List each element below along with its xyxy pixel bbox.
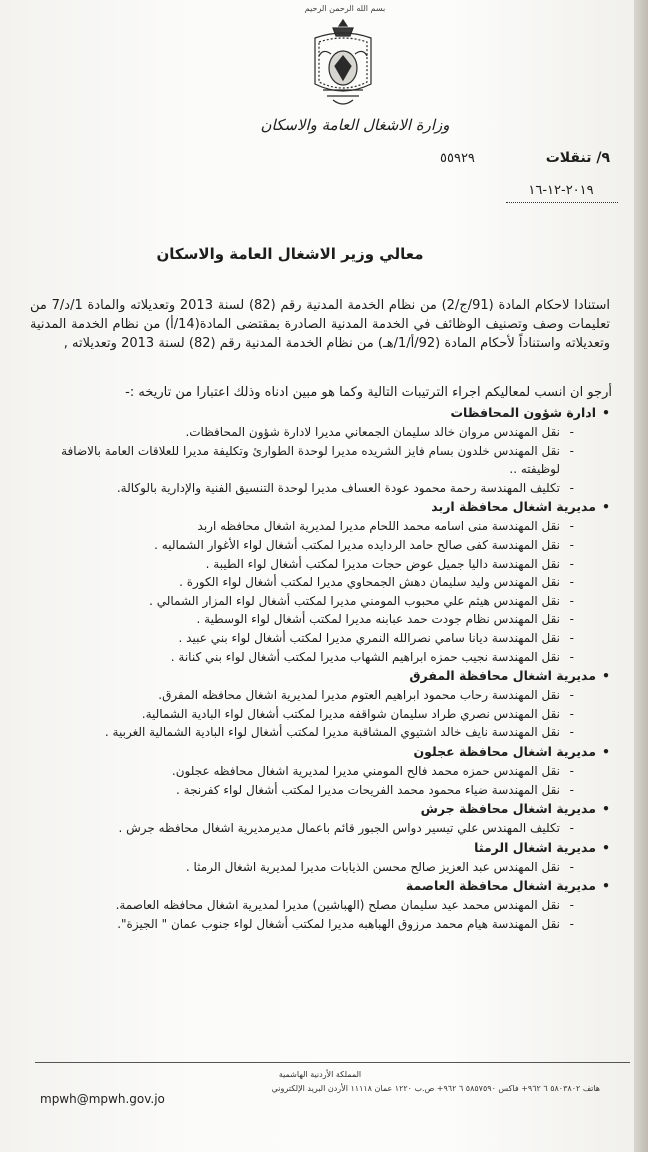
transfer-sections	[30, 403, 610, 933]
section-ramtha	[30, 838, 610, 877]
section-irbid	[30, 497, 610, 666]
list-item: - تكليف المهندسة رحمة محمود عودة العساف مديرا لوحدة التنسيق الفنية والإدارية بالوكالة.	[30, 479, 574, 498]
letterhead-top-text: بسم الله الرحمن الرحيم	[304, 4, 386, 13]
list-item: - نقل المهندسة داليا جميل عوض حجات مديرا لمكتب أشغال لواء الطيبة .	[30, 555, 574, 574]
footer-org: المملكة الأردنية الهاشمية	[278, 1070, 362, 1079]
section-title: • مديرية اشغال محافظة عجلون	[30, 742, 610, 762]
section-title: • مديرية اشغال الرمثا	[30, 838, 610, 858]
list-item: - نقل المهندسة هيام محمد مرزوق الهباهبه مديرا لمكتب أشغال لواء جنوب عمان " الجيزة".	[30, 915, 574, 934]
reference-label: ٩/ تنقلات	[545, 150, 610, 166]
list-item: - نقل المهندس عبد العزيز صالح محسن الذيابات مديرا لمديرية اشغال الرمثا .	[30, 858, 574, 877]
jordan-coat-of-arms-icon	[303, 16, 383, 112]
list-item: - نقل المهندسة منى اسامه محمد اللحام مديرا لمديرية اشغال محافظه اربد	[30, 517, 574, 536]
list-item: - نقل المهندس هيثم علي محبوب المومني مديرا لمكتب أشغال لواء المزار الشمالي .	[30, 592, 574, 611]
list-item: - نقل المهندس محمد عيد سليمان مصلح (الهباشين) مديرا لمديرية اشغال محافظه العاصمة.	[30, 896, 574, 915]
section-jerash	[30, 799, 610, 838]
list-item: - نقل المهندسة ضياء محمود محمد الفريحات مديرا لمكتب أشغال لواء كفرنجة .	[30, 781, 574, 800]
list-item: - نقل المهندس حمزه محمد فالح المومني مديرا لمديرية اشغال محافظه عجلون.	[30, 762, 574, 781]
list-item: - نقل المهندس مروان خالد سليمان الجمعاني مديرا لادارة شؤون المحافظات.	[30, 423, 574, 442]
list-item: - نقل المهندسة ديانا سامي نصرالله النمري مديرا لمكتب أشغال لواء بني عبيد .	[30, 629, 574, 648]
salutation: معالي وزير الاشغال العامة والاسكان	[156, 245, 424, 263]
page-edge	[634, 0, 648, 1152]
section-governorates-affairs	[30, 403, 610, 497]
section-title: • ادارة شؤون المحافظات	[30, 403, 610, 423]
section-title: • مديرية اشغال محافظة العاصمة	[30, 876, 610, 896]
reference-date: ٢٠١٩-١٢-١٦	[528, 183, 594, 198]
list-item: - نقل المهندس نظام جودت حمد عبابنه مديرا لمكتب أشغال لواء الوسطية .	[30, 610, 574, 629]
footer-contact: هاتف ٥٨٠٣٨٠٢ ٦ ٩٦٢+ فاكس ٥٨٥٧٥٩٠ ٦ ٩٦٢+ ص.ب ١٢٢٠ عمان ١١١١٨ الأردن البريد الإلكتروني	[271, 1084, 600, 1093]
reference-number: ٥٥٩٢٩	[440, 151, 475, 166]
list-item: - نقل المهندس خلدون بسام فايز الشريده مديرا لوحدة الطوارئ وتكليفة مديرا للعلاقات العامة بالاضافة لوظيفته ..	[30, 442, 574, 479]
list-item: - نقل المهندسة كفى صالح حامد الردايده مديرا لمكتب أشغال لواء الأغوار الشماليه .	[30, 536, 574, 555]
section-mafraq	[30, 666, 610, 742]
ministry-name: وزارة الاشغال العامة والاسكان	[260, 116, 450, 134]
section-capital	[30, 876, 610, 933]
intro-paragraph: استنادا لاحكام المادة (91/ج/2) من نظام الخدمة المدنية رقم (82) لسنة 2013 وتعديلاته والمادة 1/د/7 من تعليمات وصف وتصنيف الوظائف في الخدمة المدنية الصادرة بمقتضى المادة(14/أ) من نظام الخدمة المدنية وتعديلاته واستناداً لأحكام المادة (92/أ/1/هـ) من نظام الخدمة المدنية رقم (82) لسنة 2013 وتعديلاته ,	[30, 298, 611, 351]
list-item: - نقل المهندسة نايف خالد اشتيوي المشاقبة مديرا لمكتب أشغال لواء البادية الشمالية الغربية .	[30, 723, 574, 742]
request-line: أرجو ان انسب لمعاليكم اجراء الترتيبات التالية وكما هو مبين ادناه وذلك اعتبارا من تاريخه :-	[125, 385, 612, 400]
section-title: • مديرية اشغال محافظة المفرق	[30, 666, 610, 686]
section-title: • مديرية اشغال محافظة اربد	[30, 497, 610, 517]
section-title: • مديرية اشغال محافظة جرش	[30, 799, 610, 819]
list-item: - نقل المهندس نصري طراد سليمان شواقفه مديرا لمكتب أشغال لواء البادية الشمالية.	[30, 705, 574, 724]
section-ajloun	[30, 742, 610, 799]
list-item: - نقل المهندسة نجيب حمزه ابراهيم الشهاب مديرا لمكتب أشغال لواء بني كنانة .	[30, 648, 574, 667]
footer-email: mpwh@mpwh.gov.jo	[40, 1092, 165, 1106]
footer-divider	[35, 1062, 630, 1063]
date-underline	[506, 202, 618, 203]
list-item: - نقل المهندسة رحاب محمود ابراهيم العتوم مديرا لمديرية اشغال محافظه المفرق.	[30, 686, 574, 705]
list-item: - تكليف المهندس علي تيسير دواس الجبور قائم باعمال مديرمديرية اشغال محافظه جرش .	[30, 819, 574, 838]
list-item: - نقل المهندس وليد سليمان دهش الجمحاوي مديرا لمكتب أشغال لواء الكورة .	[30, 573, 574, 592]
